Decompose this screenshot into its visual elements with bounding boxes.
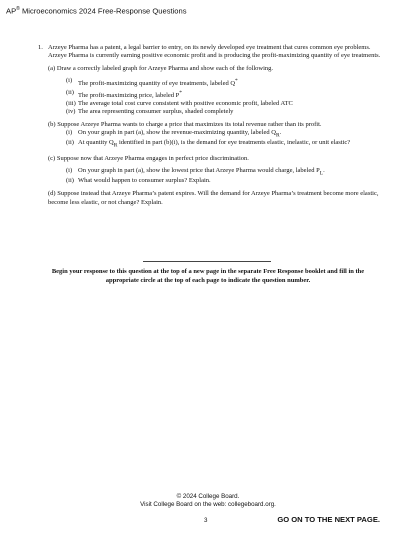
part-a-item: (ii) The profit-maximizing price, labeled P*	[66, 88, 182, 99]
question-content	[38, 44, 388, 207]
go-on-notice: GO ON TO THE NEXT PAGE.	[277, 515, 380, 524]
part-b-item: (ii) At quantity $Q_R$ identified in part (b)(i), is the demand for eye treatments elastic, inelastic, or unit elastic?	[66, 139, 351, 149]
header-title-prefix: AP	[6, 6, 17, 16]
part-a-items	[58, 77, 388, 116]
page-header	[6, 6, 187, 16]
question-1	[38, 44, 388, 207]
part-b	[48, 121, 388, 150]
visit-notice: Visit College Board on the web: collegeboard.org.	[140, 501, 276, 508]
part-b-heading: (b) Suppose Arzeye Pharma wants to charge a price that maximizes its total revenue rather than its profit.	[48, 120, 322, 128]
part-c	[48, 155, 388, 186]
part-c-heading: (c) Suppose now that Arzeye Pharma engages in perfect price discrimination.	[48, 154, 249, 162]
part-c-items	[58, 167, 388, 185]
header-title-suffix: Microeconomics 2024 Free-Response Questions	[19, 6, 187, 16]
part-a	[48, 65, 388, 116]
part-b-item: (i) On your graph in part (a), show the revenue-maximizing quantity, labeled $Q_R$.	[66, 129, 282, 139]
part-a-item: (iii) The average total cost curve consistent with positive economic profit, labeled ATC	[66, 99, 293, 107]
separator-line	[143, 261, 271, 262]
part-d	[48, 190, 388, 206]
part-c-item: (ii) What would happen to consumer surplus? Explain.	[66, 177, 211, 185]
part-c-item: (i) On your graph in part (a), show the lowest price that Arzeye Pharma would charge, labeled $P_L$.	[66, 166, 325, 177]
response-instructions: Begin your response to this question at the top of a new page in the separate Free Response booklet and fill in the appropriate circle at the top of each page to indicate the question number.	[51, 268, 365, 284]
question-prompt: Arzeye Pharma has a patent, a legal barrier to entry, on its newly developed eye treatment that cures common eye problems. Arzeye Pharma is currently earning positive economic profit and is producing the profit-maximizing quantity of eye treatments.	[48, 44, 381, 60]
copyright-notice: © 2024 College Board.	[176, 493, 240, 500]
part-a-item: (i) The profit-maximizing quantity of eye treatments, labeled Q*	[66, 77, 238, 88]
part-a-heading: (a) Draw a correctly labeled graph for Arzeye Pharma and show each of the following.	[48, 65, 274, 73]
part-a-item: (iv) The area representing consumer surplus, shaded completely	[66, 107, 234, 115]
page-footer	[0, 493, 416, 509]
part-b-items	[58, 129, 388, 150]
page-number: 3	[204, 517, 208, 524]
part-d-text: (d) Suppose instead that Arzeye Pharma’s patent expires. Will the demand for Arzeye Pharma’s treatment become more elastic, become less elastic, or not change? Explain.	[48, 190, 379, 206]
question-number: 1.	[38, 44, 43, 51]
registered-mark: ®	[16, 6, 20, 12]
